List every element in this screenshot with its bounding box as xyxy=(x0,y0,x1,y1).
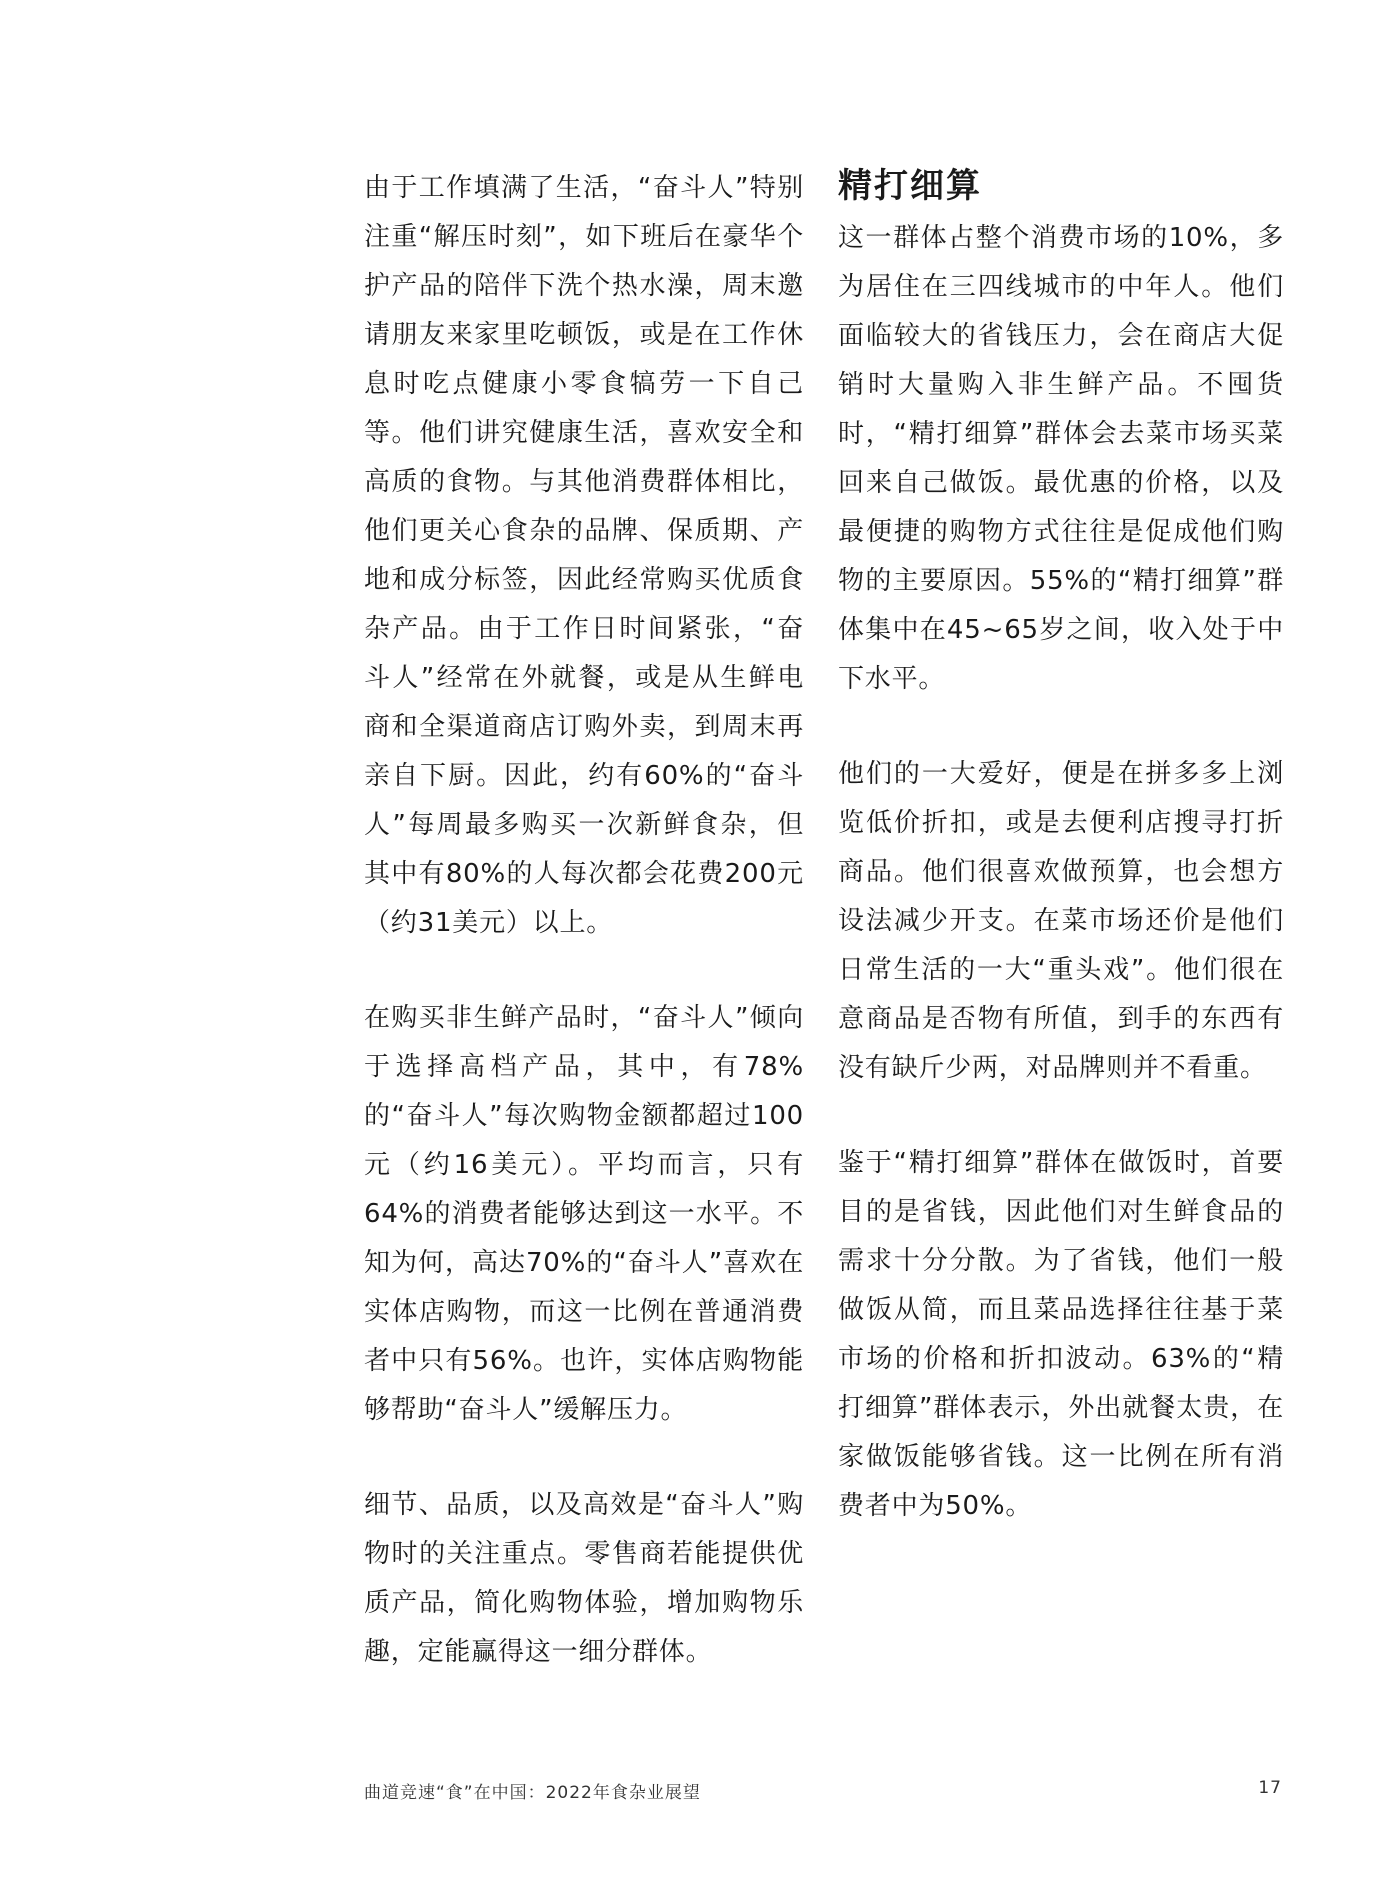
section-heading: 精打细算 xyxy=(838,166,982,206)
body-paragraph: 由于工作填满了生活，“奋斗人”特别注重“解压时刻”，如下班后在豪华个护产品的陪伴下洗个热水澡，周末邀请朋友来家里吃顿饭，或是在工作休息时吃点健康小零食犒劳一下自己等。他们讲究健康生活，喜欢安全和高质的食物。与其他消费群体相比，他们更关心食杂的品牌、保质期、产地和成分标签，因此经常购买优质食杂产品。由于工作日时间紧张，“奋斗人”经常在外就餐，或是从生鲜电商和全渠道商店订购外卖，到周末再亲自下厨。因此，约有60%的“奋斗人”每周最多购买一次新鲜食杂，但其中有80%的人每次都会花费200元（约31美元）以上。 xyxy=(364,173,804,938)
left-column xyxy=(364,164,804,1723)
body-paragraph: 细节、品质，以及高效是“奋斗人”购物时的关注重点。零售商若能提供优质产品，简化购物体验，增加购物乐趣，定能赢得这一细分群体。 xyxy=(364,1490,804,1667)
body-paragraph: 他们的一大爱好，便是在拼多多上浏览低价折扣，或是去便利店搜寻打折商品。他们很喜欢做预算，也会想方设法减少开支。在菜市场还价是他们日常生活的一大“重头戏”。他们很在意商品是否物有所值，到手的东西有没有缺斤少两，对品牌则并不看重。 xyxy=(838,759,1284,1083)
body-paragraph: 在购买非生鲜产品时，“奋斗人”倾向于选择高档产品，其中，有78%的“奋斗人”每次购物金额都超过100元（约16美元）。平均而言，只有64%的消费者能够达到这一水平。不知为何，高达70%的“奋斗人”喜欢在实体店购物，而这一比例在普通消费者中只有56%。也许，实体店购物能够帮助“奋斗人”缓解压力。 xyxy=(364,1003,804,1425)
footer-title: 曲道竞速“食”在中国：2022年食杂业展望 xyxy=(364,1783,701,1803)
body-paragraph: 鉴于“精打细算”群体在做饭时，首要目的是省钱，因此他们对生鲜食品的需求十分分散。为了省钱，他们一般做饭从简，而且菜品选择往往基于菜市场的价格和折扣波动。63%的“精打细算”群体表示，外出就餐太贵，在家做饭能够省钱。这一比例在所有消费者中为50%。 xyxy=(838,1148,1284,1521)
right-column xyxy=(838,164,1284,1577)
body-paragraph: 这一群体占整个消费市场的10%，多为居住在三四线城市的中年人。他们面临较大的省钱压力，会在商店大促销时大量购入非生鲜产品。不囤货时，“精打细算”群体会去菜市场买菜回来自己做饭。最优惠的价格，以及最便捷的购物方式往往是促成他们购物的主要原因。55%的“精打细算”群体集中在45~65岁之间，收入处于中下水平。 xyxy=(838,223,1284,694)
page-footer xyxy=(364,1778,1282,1803)
page-number: 17 xyxy=(1258,1778,1282,1798)
